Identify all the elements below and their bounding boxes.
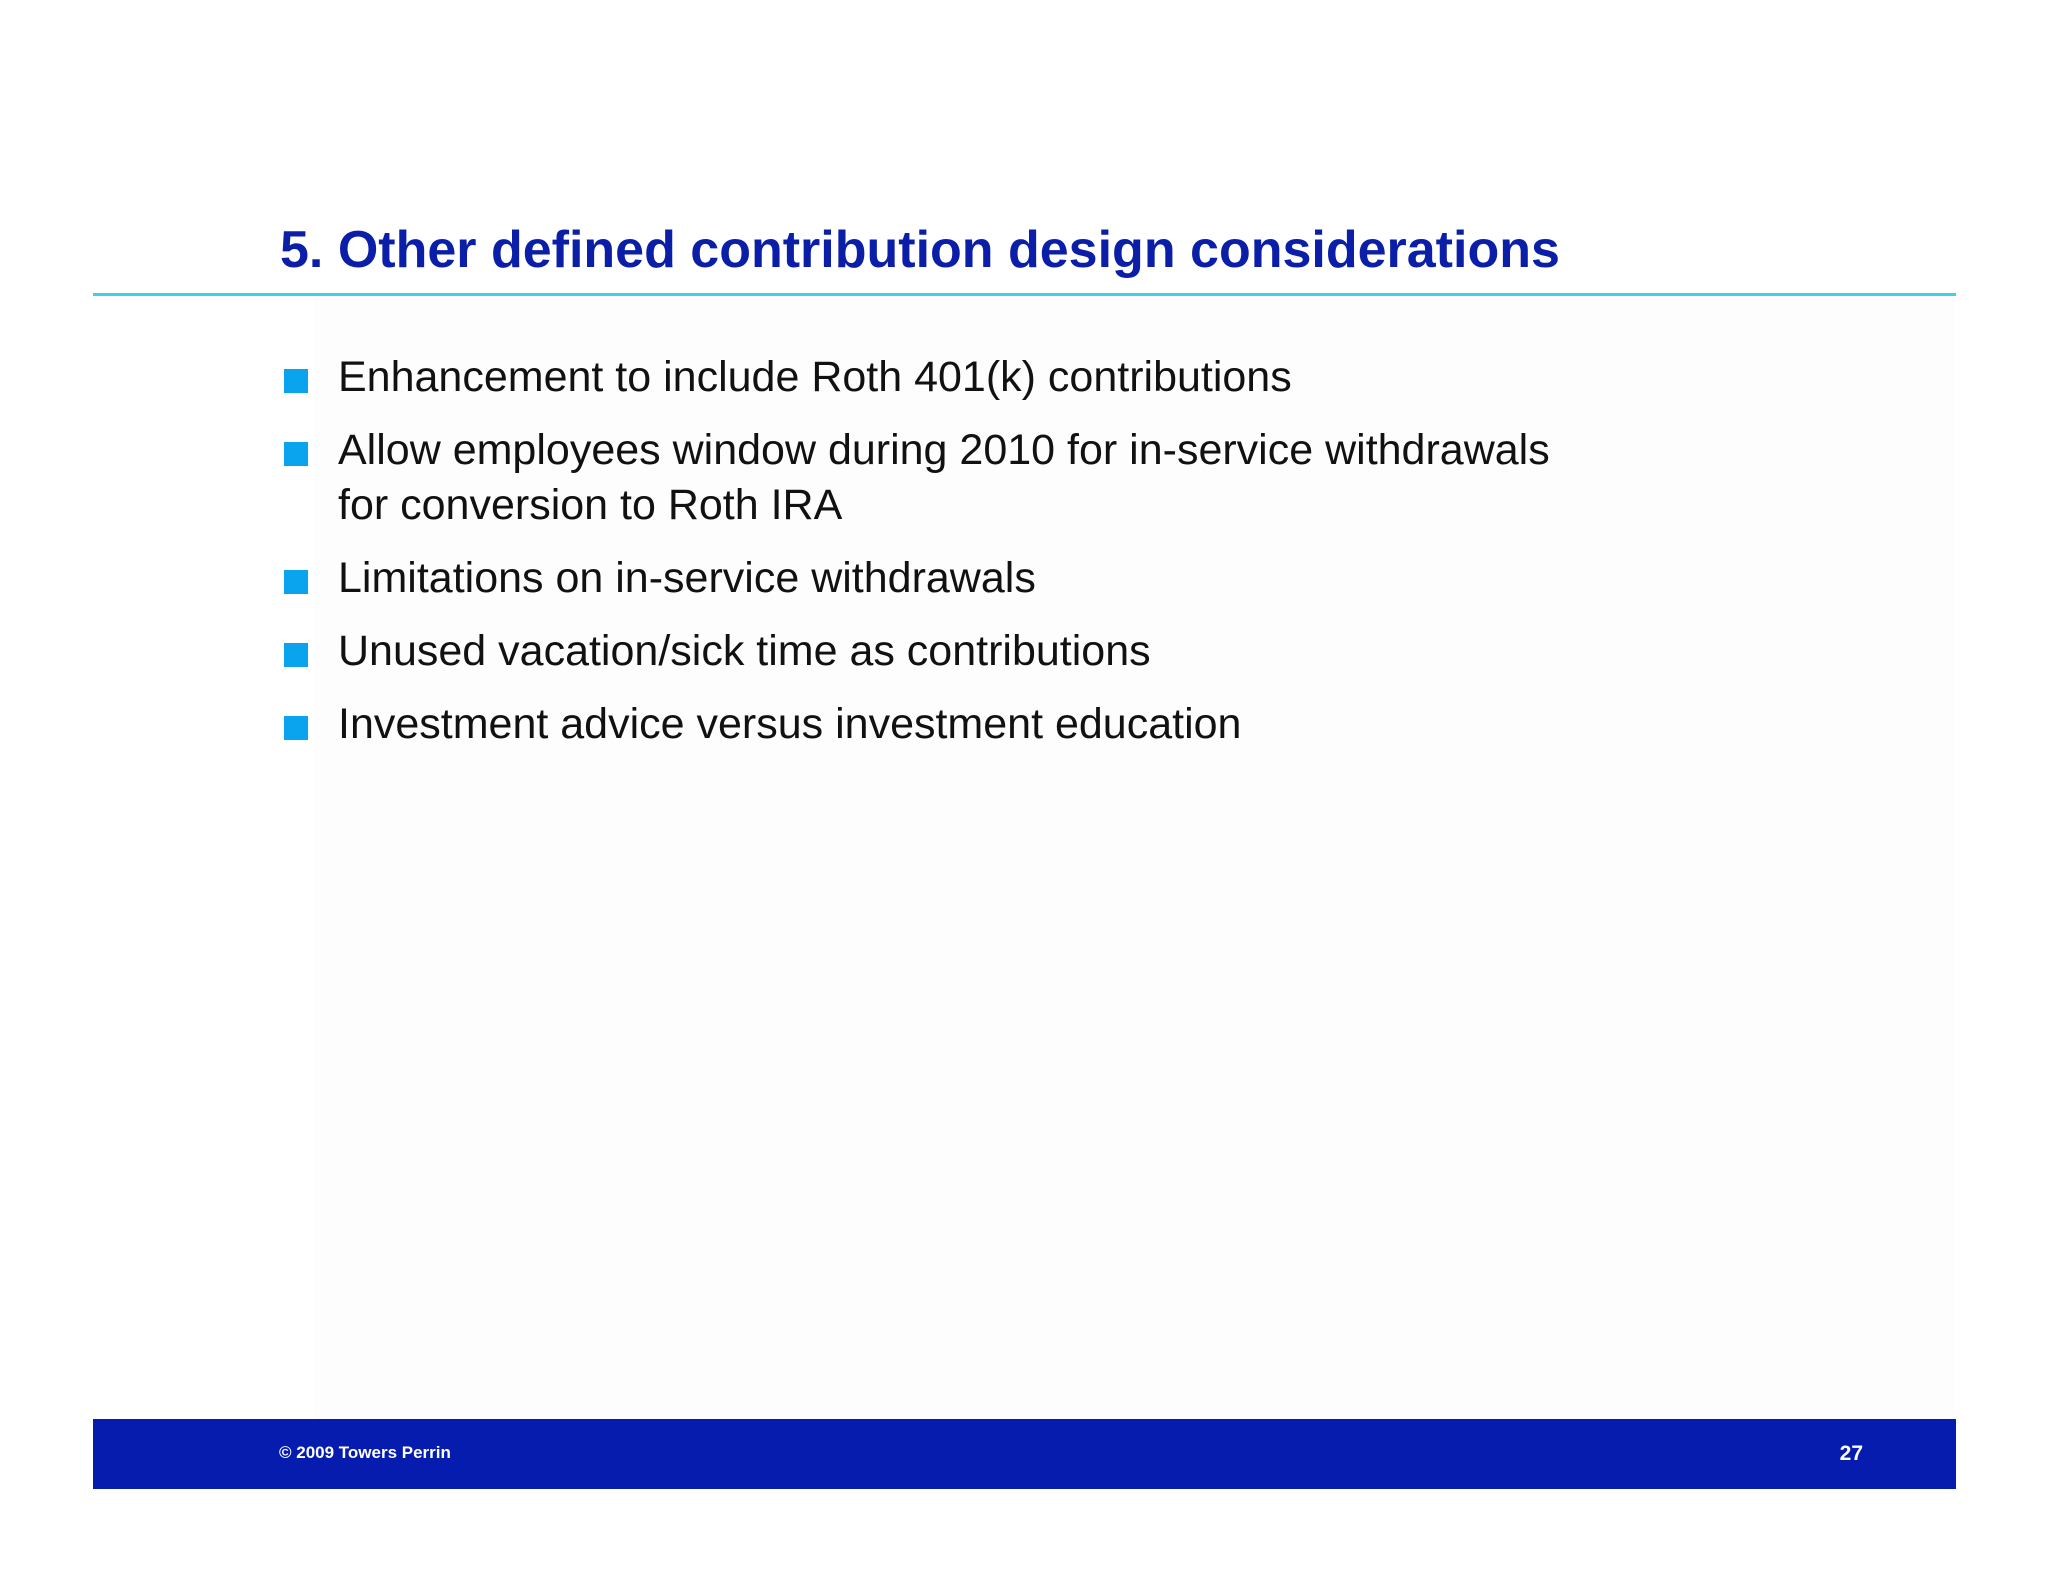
- title-divider: [93, 293, 1956, 296]
- square-bullet-icon: [284, 442, 308, 466]
- bullet-text: Allow employees window during 2010 for in-service withdrawals: [338, 426, 1550, 474]
- bullet-text: Enhancement to include Roth 401(k) contributions: [338, 353, 1292, 401]
- bullet-text: Unused vacation/sick time as contributions: [338, 627, 1151, 675]
- square-bullet-icon: [284, 570, 308, 594]
- bullet-item: [282, 697, 1550, 752]
- bullet-text: Limitations on in-service withdrawals: [338, 554, 1036, 602]
- square-bullet-icon: [284, 643, 308, 667]
- bullet-item: [282, 350, 1550, 405]
- footer-copyright: © 2009 Towers Perrin: [279, 1443, 451, 1462]
- bullet-item: [282, 423, 1550, 533]
- bullet-list: [282, 350, 1550, 770]
- square-bullet-icon: [284, 716, 308, 740]
- bullet-text-continuation: for conversion to Roth IRA: [338, 481, 843, 529]
- page-number: 27: [1839, 1442, 1863, 1465]
- bullet-item: [282, 551, 1550, 606]
- slide-title: 5. Other defined contribution design considerations: [280, 221, 1560, 279]
- square-bullet-icon: [284, 369, 308, 393]
- footer-bar: [93, 1419, 1956, 1489]
- bullet-text: Investment advice versus investment education: [338, 700, 1242, 748]
- bullet-item: [282, 624, 1550, 679]
